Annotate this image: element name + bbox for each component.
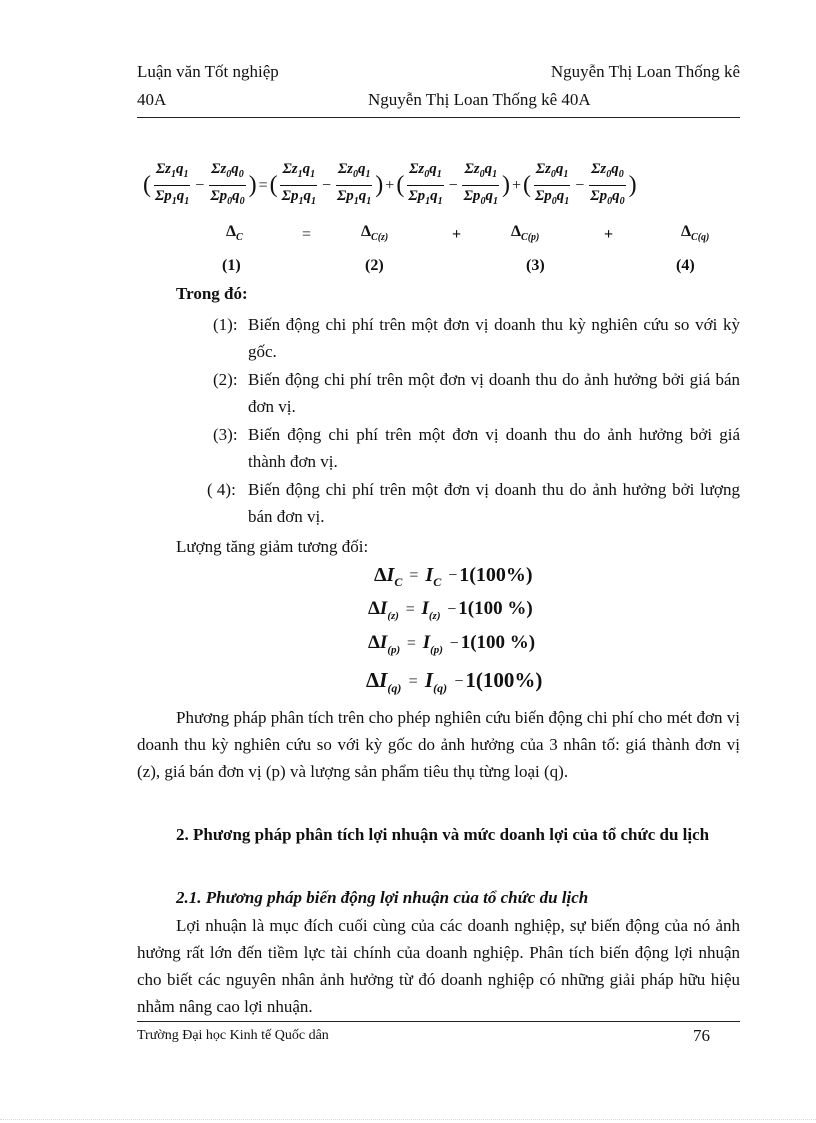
page-edge-dotted-line <box>0 1119 816 1120</box>
header-author-center: Nguyễn Thị Loan Thống kê 40A <box>368 90 591 109</box>
footer-university: Trường Đại học Kinh tế Quốc dân <box>137 1028 329 1043</box>
formula-number-4: (4) <box>676 257 695 274</box>
luong-tang-label: Lượng tăng giảm tương đối: <box>176 537 369 556</box>
delta-plus-1: + <box>452 226 462 243</box>
item-1-num: (1): <box>213 315 238 334</box>
item-2-num: (2): <box>213 370 238 389</box>
delta-equals: = <box>302 226 312 243</box>
formula-number-2: (2) <box>365 257 384 274</box>
relative-formula-z: $\Delta I_{(z)} = I_{(z)} - 1(100$ %) <box>368 598 533 622</box>
header-author-right: Nguyễn Thị Loan Thống kê <box>550 62 740 81</box>
item-3-num: (3): <box>213 425 238 444</box>
formula-number-3: (3) <box>526 257 545 274</box>
item-1-text: Biến động chi phí trên một đơn vị doanh thu kỳ nghiên cứu so với kỳ gốc. <box>248 315 740 361</box>
delta-plus-2: + <box>604 226 614 243</box>
delta-cz: $\Delta_{C(z)}$ <box>361 223 389 244</box>
header-title-left: Luận văn Tốt nghiệp <box>137 62 279 81</box>
paragraph-analysis: Phương pháp phân tích trên cho phép nghiên cứu biến động chi phí cho mét đơn vị doanh thu kỳ nghiên cứu so với kỳ gốc do ảnh hưởng của 3 nhân tố: giá thành đơn vị (z), giá bán đơn vị (p) và lượng sản phẩm tiêu thụ từng loại (q). <box>137 708 740 781</box>
relative-formula-p: $\Delta I_{(p)} = I_{(p)} - 1(100$ %) <box>368 632 536 656</box>
item-4-text: Biến động chi phí trên một đơn vị doanh thu do ảnh hưởng bởi lượng bán đơn vị. <box>248 480 740 526</box>
delta-c: $\Delta_C$ <box>226 223 243 244</box>
item-4-num: ( 4): <box>207 480 236 499</box>
decomposition-formula: ( $\frac{\Sigma z_1q_1}{\Sigma p_1q_1}$ − $\frac{\Sigma z_0q_0}{\Sigma p_0q_0}$ ) =( $\frac{\Sigma z_1q_1}{\Sigma p_1q_1}$ − $\frac{\Sigma z_0q_1}{\Sigma p_1q_1}$ ) +( $\frac{\Sigma z_0q_1}{\Sigma p_1q_1}$ − $\frac{\Sigma z_0q_1}{\Sigma p_0q_1}$ ) +( $\frac{\Sigma z_0q_1}{\Sigma p_0q_1}$ − $\frac{\Sigma z_0q_0}{\Sigma p_0q_0}$ ) <box>143 161 637 207</box>
footer-rule <box>137 1021 740 1022</box>
paragraph-profit: Lợi nhuận là mục đích cuối cùng của các doanh nghiệp, sự biến động của nó ảnh hưởng rất lớn đến tiềm lực tài chính của doanh nghiệp. Phân tích biến động lợi nhuận cho biết các nguyên nhân ảnh hưởng từ đó doanh nghiệp có những giải pháp hữu hiệu nhằm nâng cao lợi nhuận. <box>137 916 740 1016</box>
delta-cq: $\Delta_{C(q)}$ <box>681 223 710 244</box>
header-rule <box>137 117 740 118</box>
header-class-left: 40A <box>137 90 167 109</box>
section-heading: 2. Phương pháp phân tích lợi nhuận và mức doanh lợi của tổ chức du lịch <box>176 825 710 844</box>
subsection-heading: 2.1. Phương pháp biến động lợi nhuận của tổ chức du lịch <box>176 888 589 907</box>
formula-number-1: (1) <box>222 257 241 274</box>
relative-formula-c: $\Delta I_C = I_C - 1(100\%)$ <box>374 564 533 589</box>
relative-formula-q: $\Delta I_{(q)} = I_{(q)} -1(100\%)$ <box>366 668 543 696</box>
item-3-text: Biến động chi phí trên một đơn vị doanh thu do ảnh hưởng bởi giá thành đơn vị. <box>248 425 740 471</box>
page-number: 76 <box>693 1026 710 1045</box>
item-2-text: Biến động chi phí trên một đơn vị doanh thu do ảnh hưởng bởi giá bán đơn vị. <box>248 370 740 416</box>
delta-cp: $\Delta_{C(p)}$ <box>511 223 540 244</box>
trong-do-label: Trong đó: <box>176 284 248 303</box>
